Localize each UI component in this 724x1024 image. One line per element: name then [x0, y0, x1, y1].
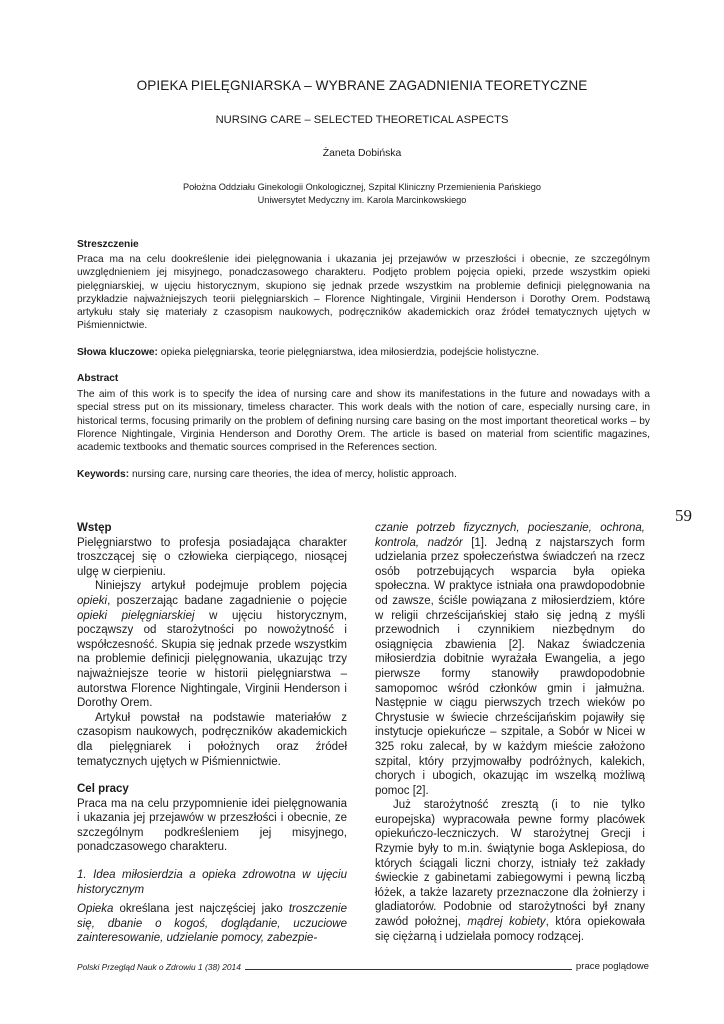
slowa-kluczowe-label: Słowa kluczowe: [77, 347, 158, 358]
streszczenie-body [77, 253, 650, 333]
slowa-kluczowe-text: opieka pielęgniarska, teorie pielęgniarstwa, idea miłosierdzia, podejście holistyczne. [160, 347, 540, 358]
r-p1-italic: czanie potrzeb fizycznych, pocieszanie, ochrona, kontrola, nadzór [375, 522, 645, 549]
affiliation-line-1: Położna Oddziału Ginekologii Onkologicznej, Szpital Kliniczny Przemienienia Pańskiego [183, 182, 541, 192]
s1-p1-italic-opieka: Opieka [77, 903, 114, 916]
wstep-heading: Wstęp [77, 522, 112, 534]
r-p1-text: [1]. Jedną z najstarszych form udzielania przez społeczeństwa świadczeń na rzecz osób potrzebujących wsparcia była opieka społeczna. W praktyce istniała ona prawdopodobnie od zawsze, ściśle powiązana z miłosierdziem, które w religii chrześcijańskiej stało się jedną z myśli przewodnich i czynnikiem niezbędnym do osiągnięcia zbawienia [2]. Nakaz świadczenia miłosierdzia dobitnie wyrażała Ewangelia, a jego pierwsze formy stanowiły prawdopodobnie samopomoc wśród członków gmin i jałmużna. Następnie w ciągu pierwszych trzech wieków po Chrystusie w świecie chrześcijańskim pojawiły się instytucje opiekuńcze – szpitale, a Sobór w Nicei w 325 roku zalecał, by w każdym mieście założono szpital, który przyjmowałby podróżnych, kalekich, chorych i ubogich, okazując im wszelką możliwą pomoc [2]. [375, 536, 646, 797]
wstep-p2-italic-opieki-pielegniarskiej: opieki pielęgniarskiej [77, 609, 195, 622]
keywords-label: Keywords: [77, 469, 130, 480]
section-1-heading-text: 1. Idea miłosierdzia a opieka zdrowotna w ujęciu historycznym [77, 869, 347, 896]
right-paragraph-1 [375, 521, 645, 798]
s1-p1-italic-definition: troszczenie się, dbanie o kogoś, doglądanie, uczuciowe zainteresowanie, udzielanie pomocy, zabezpie- [77, 903, 347, 945]
wstep-p2-text-e: w ujęciu historycznym, począwszy od starożytności po nowożytność i współczesność. Skupia się jednak przede wszystkim na problemie definicji pielęgnowania, ukazując trzy najważniejsze teorie w historii pielęgniarstwa – autorstwa Florence Nightingale, Virginii Henderson i Dorothy Orem. [77, 609, 347, 710]
author-name: Żaneta Dobińska [322, 148, 402, 159]
slowa-kluczowe [77, 346, 650, 359]
wstep-paragraph-2 [77, 579, 347, 710]
keywords [77, 468, 650, 481]
article-title: OPIEKA PIELĘGNIARSKA – WYBRANE ZAGADNIENIA TEORETYCZNE [136, 78, 588, 93]
page-number: 59 [675, 506, 692, 525]
wstep-p2-text-c: , poszerzając badane zagadnienie o pojęcie [107, 594, 347, 607]
wstep-p2-text-a: Niniejszy artykuł podejmuje problem pojęcia [95, 580, 347, 593]
footer-journal: Polski Przegląd Nauk o Zdrowiu 1 (38) 2014 [77, 962, 245, 972]
r-p2-text-c: , która opiekowała się ciężarną i udzielała pomocy rodzącej. [375, 916, 645, 943]
r-p2-italic-madrej-kobiety: mądrej kobiety [467, 916, 546, 929]
cel-pracy-paragraph: Praca ma na celu przypomnienie idei pielęgnowania i ukazania jej przejawów w przeszłości i obecnie, ze szczególnym podkreśleniem jej misyjnego, ponadczasowego charakteru. [77, 797, 347, 854]
s1-p1-text-b: określana jest najczęściej jako [113, 903, 289, 916]
r-p2-text-a: Już starożytność zresztą (i to nie tylko europejska) wypracowała pewne formy placówek opiekuńczo-leczniczych. W starożytnej Grecji i Rzymie były to m.in. świątynie boga Asklepiosa, do których ściągali liczni chorzy, istniały też zakłady świeckie z gabinetami zabiegowymi i pewną liczbą łóżek, a także lazarety przeznaczone dla żołnierzy i gladiatorów. Podobnie od starożytności był znany zawód położnej, [375, 799, 645, 929]
footer-article-type: prace poglądowe [572, 961, 649, 972]
abstract-text: The aim of this work is to specify the idea of nursing care and show its manifestations in the future and nowadays with a special stress put on its missionary, timeless character. This work deals with the notion of care, especially nursing care, in historical terms, focusing primarily on the problem of defining nursing care basing on the most important theoretical works – by Florence Nightingale, Virginia Henderson and Dorothy Orem. The article is based on material from scientific magazines, academic textbooks and thematic sources comprised in the References section. [77, 389, 650, 454]
abstract-body [77, 388, 650, 454]
section-1-paragraph-1 [77, 902, 347, 946]
right-column [375, 521, 645, 944]
affiliation-line-2: Uniwersytet Medyczny im. Karola Marcinkowskiego [257, 194, 467, 205]
keywords-text: nursing care, nursing care theories, the idea of mercy, holistic approach. [131, 469, 457, 480]
streszczenie-heading: Streszczenie [77, 239, 139, 250]
section-1-heading [77, 868, 347, 897]
abstract-heading: Abstract [77, 373, 119, 384]
article-subtitle: NURSING CARE – SELECTED THEORETICAL ASPECTS [215, 114, 509, 126]
wstep-paragraph-3: Artykuł powstał na podstawie materiałów z czasopism naukowych, podręczników akademickich dla pielęgniarek i położnych oraz źródeł tematycznych ujętych w Piśmiennictwie. [77, 711, 347, 768]
left-column [77, 521, 347, 946]
wstep-p2-italic-opieki: opieki [77, 594, 108, 607]
author-affiliation [0, 181, 724, 206]
streszczenie-text: Praca ma na celu dookreślenie idei pielęgnowania i ukazania jej przejawów w przeszłości i obecnie, ze szczególnym uwzględnieniem jej misyjnego, ponadczasowego charakteru. Podjęto problem pojęcia opieki, przede wszystkim opieki pielęgniarskiej, w ujęciu historycznym, skupiono się jednak przede wszystkim na problemie definicji pielęgnowania na przykładzie najważniejszych teorii pielęgniarskich – Florence Nightingale, Virginii Henderson i Dorothy Orem. Podstawą artykułu stały się materiały z czasopism naukowych, podręczników akademickich oraz źródeł tematycznych ujętych w Piśmiennictwie. [77, 254, 650, 332]
right-paragraph-2 [375, 798, 645, 944]
wstep-paragraph-1: Pielęgniarstwo to profesja posiadająca charakter troszczącej się o człowieka cierpiącego, niosącej ulgę w cierpieniu. [77, 536, 347, 578]
cel-pracy-heading: Cel pracy [77, 783, 129, 796]
